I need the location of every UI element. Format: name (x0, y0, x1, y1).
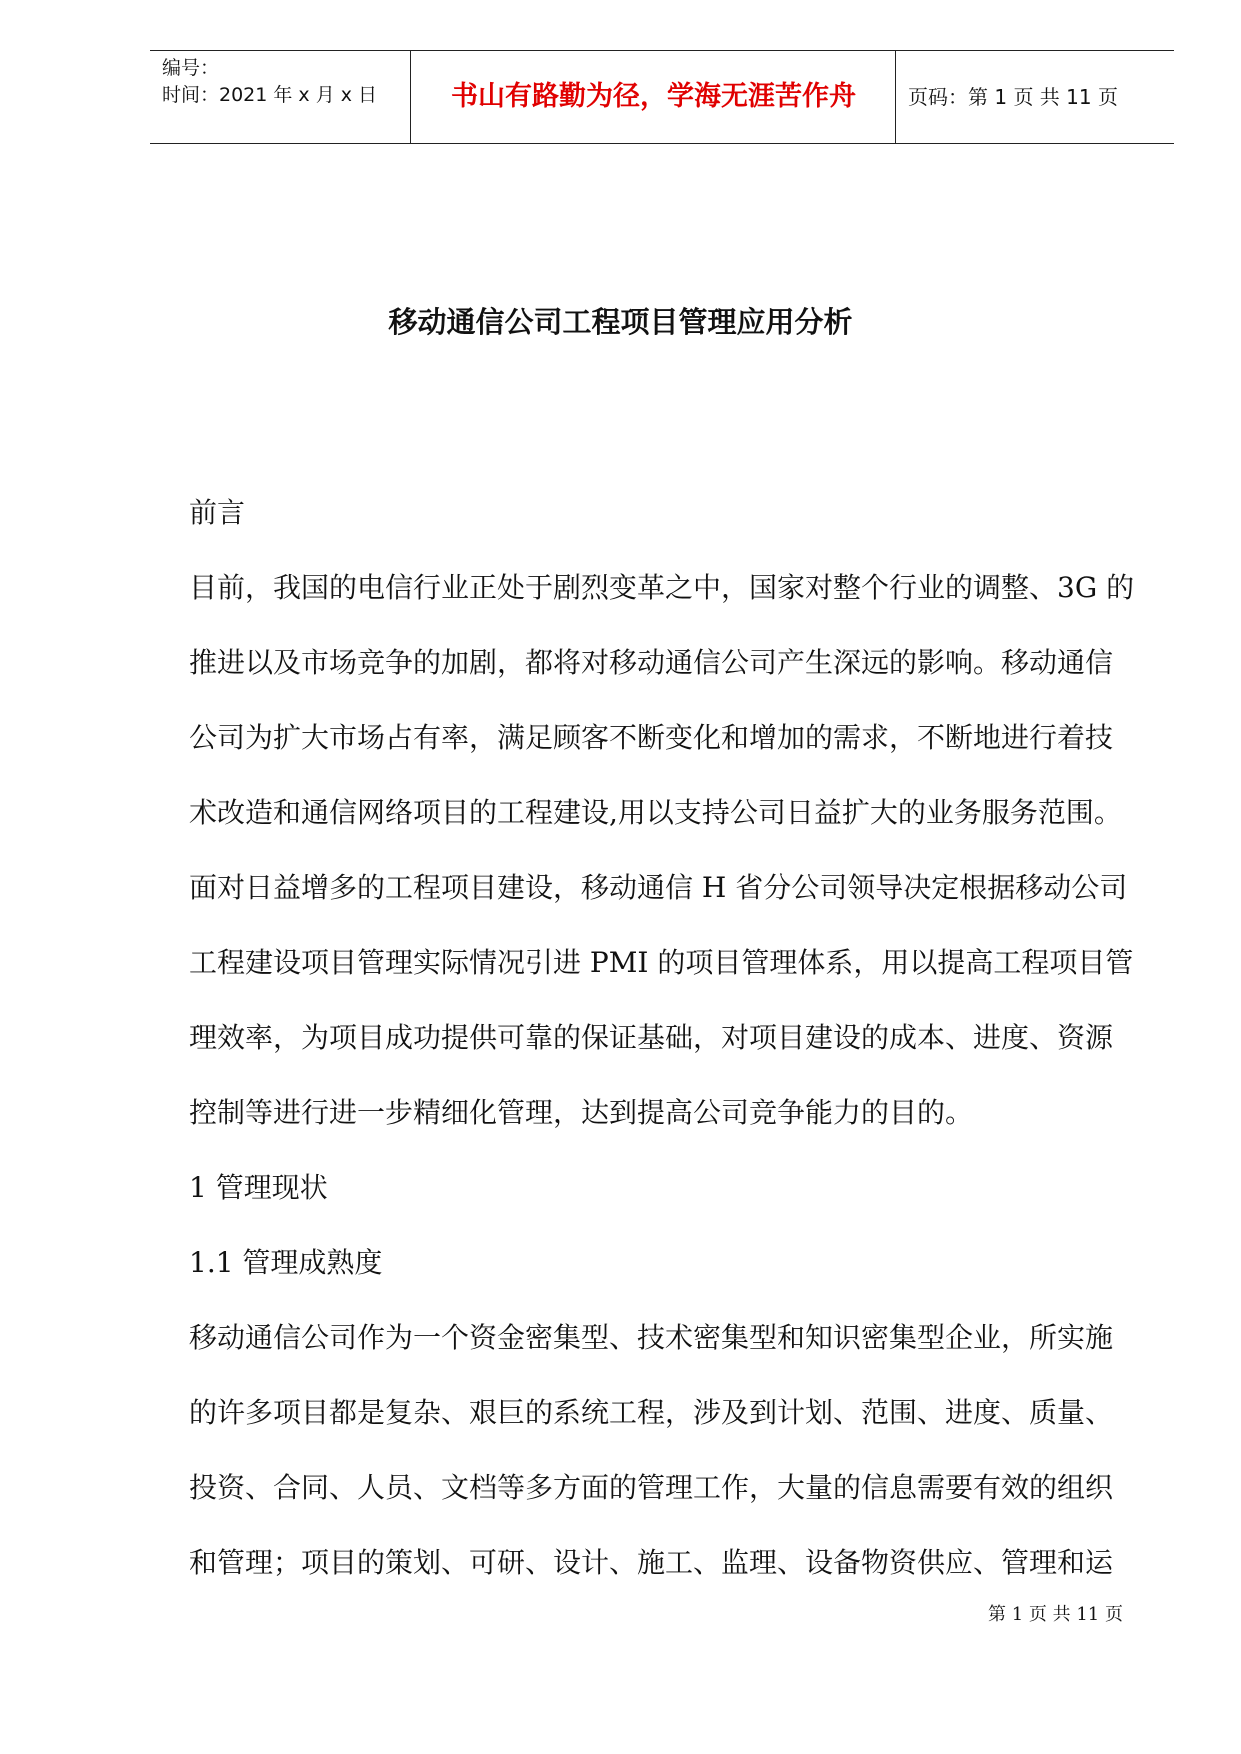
header-divider (410, 51, 411, 143)
header-meta (162, 55, 408, 109)
document-number-label: 编号： (162, 57, 220, 79)
body-line: 移动通信公司作为一个资金密集型、技术密集型和知识密集型企业，所实施 (189, 1321, 1114, 1354)
body-line: 术改造和通信网络项目的工程建设,用以支持公司日益扩大的业务服务范围。 (189, 796, 1122, 829)
section-heading: 前言 (189, 496, 246, 529)
body-line: 工程建设项目管理实际情况引进 PMI 的项目管理体系，用以提高工程项目管 (189, 946, 1134, 979)
body-line: 目前，我国的电信行业正处于剧烈变革之中，国家对整个行业的调整、3G 的 (189, 571, 1135, 604)
body-line: 公司为扩大市场占有率，满足顾客不断变化和增加的需求，不断地进行着技 (189, 721, 1114, 754)
body-line: 推进以及市场竞争的加剧，都将对移动通信公司产生深远的影响。移动通信 (189, 646, 1114, 679)
body-line: 和管理；项目的策划、可研、设计、施工、监理、设备物资供应、管理和运 (189, 1546, 1114, 1579)
document-date-label: 时间：2021 年 x 月 x 日 (162, 84, 378, 106)
document-title: 移动通信公司工程项目管理应用分析 (388, 305, 853, 339)
body-line: 理效率，为项目成功提供可靠的保证基础，对项目建设的成本、进度、资源 (189, 1021, 1114, 1054)
header-divider (895, 51, 896, 143)
page-footer: 第 1 页 共 11 页 (988, 1604, 1123, 1625)
subsection-heading: 1.1 管理成熟度 (189, 1246, 383, 1279)
body-line: 控制等进行进一步精细化管理，达到提高公司竞争能力的目的。 (189, 1096, 974, 1129)
body-line: 面对日益增多的工程项目建设，移动通信 H 省分公司领导决定根据移动公司 (189, 871, 1128, 904)
header-page-number: 页码：第 1 页 共 11 页 (908, 85, 1118, 109)
section-heading: 1 管理现状 (189, 1171, 328, 1204)
body-line: 投资、合同、人员、文档等多方面的管理工作，大量的信息需要有效的组织 (189, 1471, 1114, 1504)
body-line: 的许多项目都是复杂、艰巨的系统工程，涉及到计划、范围、进度、质量、 (189, 1396, 1114, 1429)
header-motto: 书山有路勤为径，学海无涯苦作舟 (451, 81, 856, 112)
page-header (150, 50, 1174, 144)
document-body (189, 487, 1154, 1612)
